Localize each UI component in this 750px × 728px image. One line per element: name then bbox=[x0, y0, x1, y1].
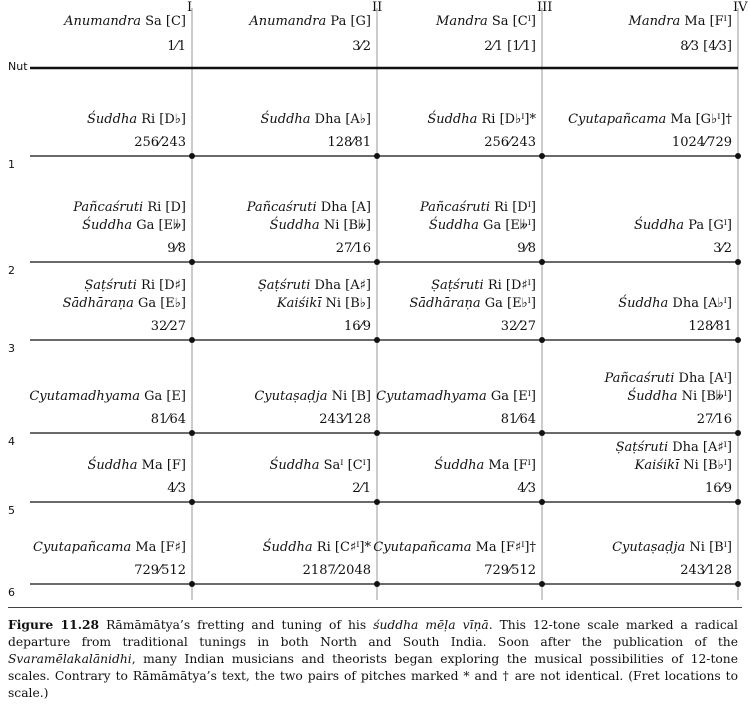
pitch-label bbox=[249, 14, 371, 29]
pitch-label bbox=[277, 296, 371, 311]
pitch-label bbox=[258, 278, 371, 293]
pitch-label bbox=[263, 540, 371, 555]
pitch-quality: Kaiśikī bbox=[634, 458, 680, 473]
pitch-quality: Śuddha bbox=[428, 218, 479, 233]
fret-dot bbox=[189, 153, 195, 159]
string-number-label: II bbox=[372, 0, 383, 15]
pitch-name: Ni [B𝄫] bbox=[319, 218, 371, 233]
fret-dot bbox=[374, 153, 380, 159]
fret-dot bbox=[189, 499, 195, 505]
pitch-name: Ri [D♯ᴵ] bbox=[483, 278, 536, 293]
frequency-ratio: 2⁄1 bbox=[352, 481, 371, 496]
frequency-ratio: 27⁄16 bbox=[696, 412, 732, 427]
pitch-name: Ma [F♯ᴵ]† bbox=[471, 540, 536, 555]
pitch-label bbox=[420, 200, 536, 215]
frequency-ratio: 729⁄512 bbox=[134, 563, 186, 578]
pitch-label bbox=[269, 458, 371, 473]
fret-row-label: 1 bbox=[8, 158, 15, 171]
pitch-label bbox=[616, 440, 732, 455]
caption-text-2: . This 12-tone scale marked a radical departure from traditional tunings in both North and South India. Soon after the publication of the bbox=[8, 618, 738, 649]
frequency-ratio: 81⁄64 bbox=[150, 412, 186, 427]
pitch-label bbox=[33, 540, 186, 555]
fret-dot bbox=[735, 337, 741, 343]
pitch-label bbox=[429, 218, 536, 233]
pitch-quality: Śuddha bbox=[87, 458, 138, 473]
frequency-ratio: 256⁄243 bbox=[134, 135, 186, 150]
caption-italic-2: Svaramēlakalānidhi bbox=[8, 652, 132, 666]
pitch-name: Dha [A♯] bbox=[310, 278, 371, 293]
pitch-label bbox=[409, 296, 536, 311]
pitch-quality: Pañcaśruti bbox=[604, 371, 675, 386]
fret-row-label: 3 bbox=[8, 342, 15, 355]
frequency-ratio: 128⁄81 bbox=[327, 135, 371, 150]
pitch-quality: Mandra bbox=[628, 14, 681, 29]
pitch-label bbox=[618, 296, 732, 311]
pitch-label bbox=[270, 218, 371, 233]
pitch-label bbox=[260, 112, 371, 127]
pitch-quality: Cyutaṣaḍja bbox=[254, 389, 328, 404]
pitch-quality: Ṣaṭśruti bbox=[257, 278, 311, 293]
fret-dot bbox=[735, 499, 741, 505]
frequency-ratio: 2187⁄2048 bbox=[302, 563, 371, 578]
fret-row-label: 2 bbox=[8, 264, 15, 277]
fret-dot bbox=[189, 581, 195, 587]
pitch-name: Ga [E𝄫ᴵ] bbox=[478, 218, 536, 233]
pitch-label bbox=[604, 371, 732, 386]
pitch-name: Sa [Cᴵ] bbox=[487, 14, 536, 29]
pitch-name: Ri [D] bbox=[143, 200, 186, 215]
caption-rule bbox=[8, 607, 742, 608]
string-number-label: I bbox=[187, 0, 193, 15]
fret-row-label: 6 bbox=[8, 586, 15, 599]
string-number-label: III bbox=[537, 0, 553, 15]
pitch-name: Pa [G] bbox=[326, 14, 371, 29]
fret-dot bbox=[374, 259, 380, 265]
pitch-name: Ga [E♭] bbox=[133, 296, 186, 311]
pitch-label bbox=[84, 278, 186, 293]
pitch-name: Ri [D♯] bbox=[136, 278, 186, 293]
pitch-label bbox=[635, 458, 732, 473]
fret-dot bbox=[374, 430, 380, 436]
pitch-quality: Sādhāraṇa bbox=[62, 296, 134, 311]
fret-dot bbox=[374, 337, 380, 343]
fret-dot bbox=[374, 499, 380, 505]
pitch-name: Ri [C♯ᴵ]* bbox=[312, 540, 371, 555]
pitch-name: Ma [Fᴵ] bbox=[484, 458, 536, 473]
caption-label: Figure 11.28 bbox=[8, 617, 100, 632]
pitch-label bbox=[629, 14, 732, 29]
fret-row-label: 4 bbox=[8, 435, 15, 448]
pitch-quality: Śuddha bbox=[269, 218, 320, 233]
pitch-quality: Cyutapañcama bbox=[373, 540, 472, 555]
pitch-label bbox=[634, 218, 732, 233]
frequency-ratio: 8⁄3 [4⁄3] bbox=[680, 39, 732, 54]
fret-dot bbox=[735, 581, 741, 587]
fret-dot bbox=[189, 430, 195, 436]
pitch-quality: Ṣaṭśruti bbox=[615, 440, 669, 455]
pitch-quality: Mandra bbox=[436, 14, 488, 29]
fret-dot bbox=[539, 153, 545, 159]
pitch-label bbox=[427, 112, 536, 127]
pitch-label bbox=[431, 278, 536, 293]
pitch-label bbox=[63, 296, 186, 311]
caption-text-1: Rāmāmātya’s fretting and tuning of his bbox=[99, 618, 374, 632]
pitch-name: Pa [Gᴵ] bbox=[684, 218, 732, 233]
pitch-label bbox=[64, 14, 186, 29]
pitch-label bbox=[627, 389, 732, 404]
pitch-quality: Śuddha bbox=[269, 458, 320, 473]
fret-dot bbox=[189, 259, 195, 265]
frequency-ratio: 27⁄16 bbox=[335, 241, 371, 256]
frequency-ratio: 1024⁄729 bbox=[671, 135, 732, 150]
fret-dot bbox=[539, 259, 545, 265]
pitch-label bbox=[376, 389, 536, 404]
pitch-quality: Pañcaśruti bbox=[420, 200, 490, 215]
frequency-ratio: 128⁄81 bbox=[688, 319, 732, 334]
pitch-quality: Pañcaśruti bbox=[73, 200, 144, 215]
pitch-name: Ma [Fᴵ] bbox=[680, 14, 732, 29]
pitch-name: Ri [Dᴵ] bbox=[489, 200, 536, 215]
frequency-ratio: 3⁄2 bbox=[713, 241, 732, 256]
pitch-name: Ni [B♭] bbox=[321, 296, 371, 311]
pitch-name: Sa [C] bbox=[140, 14, 186, 29]
pitch-quality: Śuddha bbox=[618, 296, 669, 311]
string-number-label: IV bbox=[733, 0, 748, 15]
pitch-name: Ma [F♯] bbox=[131, 540, 186, 555]
frequency-ratio: 9⁄8 bbox=[167, 241, 186, 256]
pitch-name: Ni [Bᴵ] bbox=[685, 540, 732, 555]
pitch-quality: Ṣaṭśruti bbox=[431, 278, 484, 293]
fret-dot bbox=[735, 259, 741, 265]
pitch-quality: Śuddha bbox=[82, 218, 133, 233]
pitch-label bbox=[612, 540, 732, 555]
pitch-name: Ri [D♭] bbox=[137, 112, 186, 127]
pitch-quality: Pañcaśruti bbox=[246, 200, 317, 215]
pitch-name: Saᴵ [Cᴵ] bbox=[319, 458, 371, 473]
frequency-ratio: 2⁄1 [1⁄1] bbox=[484, 39, 536, 54]
pitch-label bbox=[87, 458, 186, 473]
frequency-ratio: 32⁄27 bbox=[500, 319, 536, 334]
figure-caption bbox=[8, 616, 738, 702]
pitch-name: Dha [A♭ᴵ] bbox=[668, 296, 732, 311]
fret-dot bbox=[735, 430, 741, 436]
pitch-quality: Cyutapañcama bbox=[33, 540, 132, 555]
pitch-label bbox=[434, 458, 536, 473]
pitch-quality: Śuddha bbox=[627, 389, 678, 404]
pitch-name: Ni [B𝄫ᴵ] bbox=[677, 389, 732, 404]
pitch-label bbox=[73, 200, 186, 215]
pitch-label bbox=[247, 200, 371, 215]
pitch-quality: Śuddha bbox=[427, 112, 478, 127]
frequency-ratio: 243⁄128 bbox=[319, 412, 371, 427]
fret-dot bbox=[189, 337, 195, 343]
caption-text-3: , many Indian musicians and theorists began exploring the musical possibilities of 12-tone scales. Contrary to Rāmāmātya’s text, the two pairs of pitches marked * and † are not identical. (Fret locations to scale.) bbox=[8, 652, 738, 700]
pitch-label bbox=[254, 389, 371, 404]
fret-row-label: 5 bbox=[8, 504, 15, 517]
pitch-quality: Cyutapañcama bbox=[568, 112, 667, 127]
pitch-label bbox=[87, 112, 186, 127]
pitch-quality: Śuddha bbox=[260, 112, 311, 127]
pitch-name: Ma [G♭ᴵ]† bbox=[666, 112, 732, 127]
pitch-name: Dha [Aᴵ] bbox=[674, 371, 732, 386]
frequency-ratio: 81⁄64 bbox=[500, 412, 536, 427]
caption-italic-1: śuddha mēḷa vīṇā bbox=[373, 618, 489, 632]
pitch-quality: Anumandra bbox=[64, 14, 141, 29]
fret-dot bbox=[539, 581, 545, 587]
pitch-name: Dha [A♭] bbox=[310, 112, 371, 127]
pitch-quality: Sādhāraṇa bbox=[409, 296, 481, 311]
pitch-quality: Śuddha bbox=[434, 458, 485, 473]
pitch-name: Ni [B♭ᴵ] bbox=[679, 458, 732, 473]
frequency-ratio: 4⁄3 bbox=[517, 481, 536, 496]
pitch-name: Dha [A] bbox=[316, 200, 371, 215]
pitch-quality: Cyutaṣaḍja bbox=[612, 540, 686, 555]
pitch-quality: Anumandra bbox=[249, 14, 327, 29]
pitch-quality: Ṣaṭśruti bbox=[84, 278, 137, 293]
pitch-quality: Kaiśikī bbox=[276, 296, 322, 311]
fret-dot bbox=[539, 430, 545, 436]
pitch-name: Ga [E] bbox=[139, 389, 186, 404]
pitch-name: Ga [Eᴵ] bbox=[486, 389, 536, 404]
pitch-name: Ga [E♭ᴵ] bbox=[480, 296, 536, 311]
pitch-label bbox=[29, 389, 186, 404]
frequency-ratio: 16⁄9 bbox=[705, 481, 732, 496]
frequency-ratio: 32⁄27 bbox=[150, 319, 186, 334]
pitch-name: Ni [B] bbox=[327, 389, 371, 404]
pitch-quality: Cyutamadhyama bbox=[29, 389, 140, 404]
pitch-label bbox=[436, 14, 536, 29]
frequency-ratio: 243⁄128 bbox=[680, 563, 732, 578]
fret-dot bbox=[539, 499, 545, 505]
pitch-name: Dha [A♯ᴵ] bbox=[668, 440, 732, 455]
frequency-ratio: 16⁄9 bbox=[344, 319, 371, 334]
pitch-name: Ga [E𝄫] bbox=[132, 218, 186, 233]
pitch-quality: Śuddha bbox=[634, 218, 685, 233]
fret-dot bbox=[539, 337, 545, 343]
pitch-quality: Cyutamadhyama bbox=[376, 389, 487, 404]
pitch-label bbox=[82, 218, 186, 233]
frequency-ratio: 1⁄1 bbox=[167, 39, 186, 54]
pitch-name: Ri [D♭ᴵ]* bbox=[477, 112, 536, 127]
frequency-ratio: 3⁄2 bbox=[352, 39, 371, 54]
pitch-label bbox=[373, 540, 536, 555]
frequency-ratio: 4⁄3 bbox=[167, 481, 186, 496]
fret-row-label: Nut bbox=[8, 60, 28, 73]
pitch-quality: Śuddha bbox=[87, 112, 138, 127]
fret-dot bbox=[374, 581, 380, 587]
frequency-ratio: 256⁄243 bbox=[484, 135, 536, 150]
fret-dot bbox=[735, 153, 741, 159]
pitch-name: Ma [F] bbox=[137, 458, 186, 473]
frequency-ratio: 729⁄512 bbox=[484, 563, 536, 578]
frequency-ratio: 9⁄8 bbox=[517, 241, 536, 256]
pitch-quality: Śuddha bbox=[262, 540, 313, 555]
pitch-label bbox=[568, 112, 732, 127]
